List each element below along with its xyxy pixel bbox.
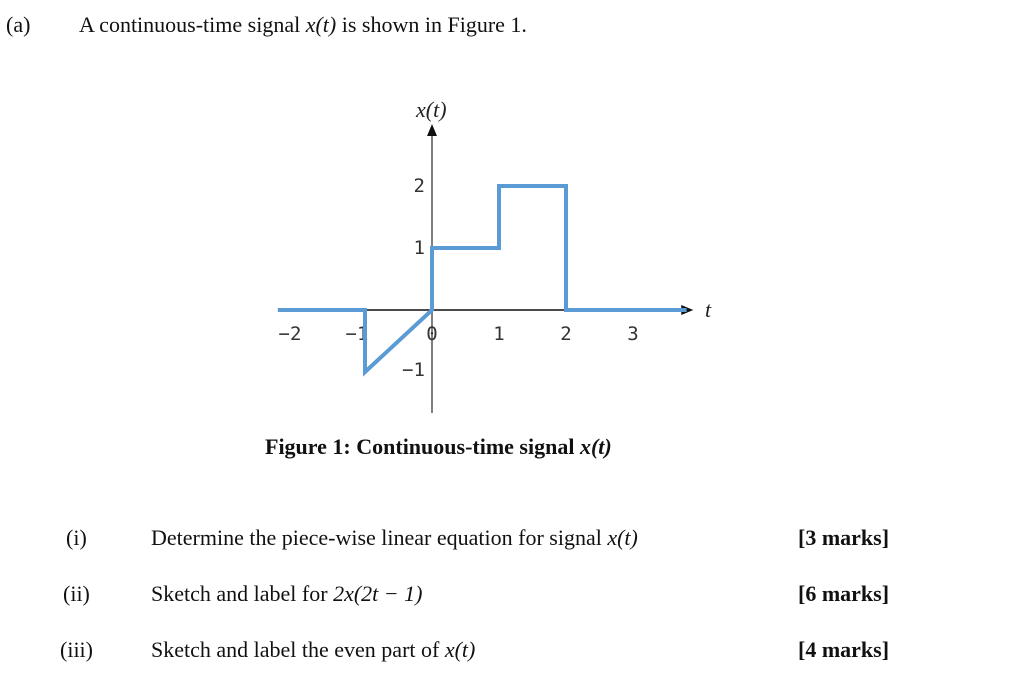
chart-ticks [279, 175, 639, 381]
part-marks: [3 marks] [798, 525, 890, 550]
part-marks: [4 marks] [798, 637, 890, 662]
caption-symbol: x(t) [579, 434, 612, 459]
figure-caption [265, 434, 612, 460]
y-tick-label: 1 [413, 237, 425, 259]
x-tick-label: −1 [345, 323, 369, 345]
part-instruction: Determine the piece-wise linear equation for signal [151, 525, 608, 550]
part-math: 2x(2t − 1) [333, 581, 423, 606]
y-axis-label: x(t) [416, 97, 447, 122]
chart-axes [278, 97, 712, 413]
part-text [151, 637, 475, 663]
part-instruction: Sketch and label for [151, 581, 334, 606]
part-number: (iii) [60, 637, 93, 662]
part-math: x(t) [444, 637, 476, 662]
part-number: (i) [66, 525, 87, 550]
question-label: (a) [6, 12, 31, 37]
signal-line [278, 186, 687, 372]
part-marks: [6 marks] [798, 581, 890, 606]
caption-prefix: Figure 1: Continuous-time signal [265, 434, 580, 459]
y-axis-arrow [427, 124, 437, 136]
question-suffix: is shown in Figure 1. [336, 12, 527, 37]
x-tick-label: −2 [278, 323, 302, 345]
part-instruction: Sketch and label the even part of [151, 637, 445, 662]
y-tick-label: 2 [413, 175, 425, 197]
part-text [151, 525, 638, 551]
x-axis-label: t [705, 297, 712, 322]
part-text [151, 581, 422, 607]
chart-series [278, 186, 687, 372]
part-math: x(t) [607, 525, 638, 550]
y-tick-label: −1 [402, 359, 425, 381]
part-number: (ii) [63, 581, 90, 606]
x-tick-label: 0 [426, 323, 438, 345]
x-tick-label: 1 [493, 323, 505, 345]
signal-symbol: x(t) [305, 12, 337, 37]
x-tick-label: 3 [627, 323, 639, 345]
question-prefix: A continuous-time signal [79, 12, 306, 37]
x-tick-label: 2 [560, 323, 572, 345]
